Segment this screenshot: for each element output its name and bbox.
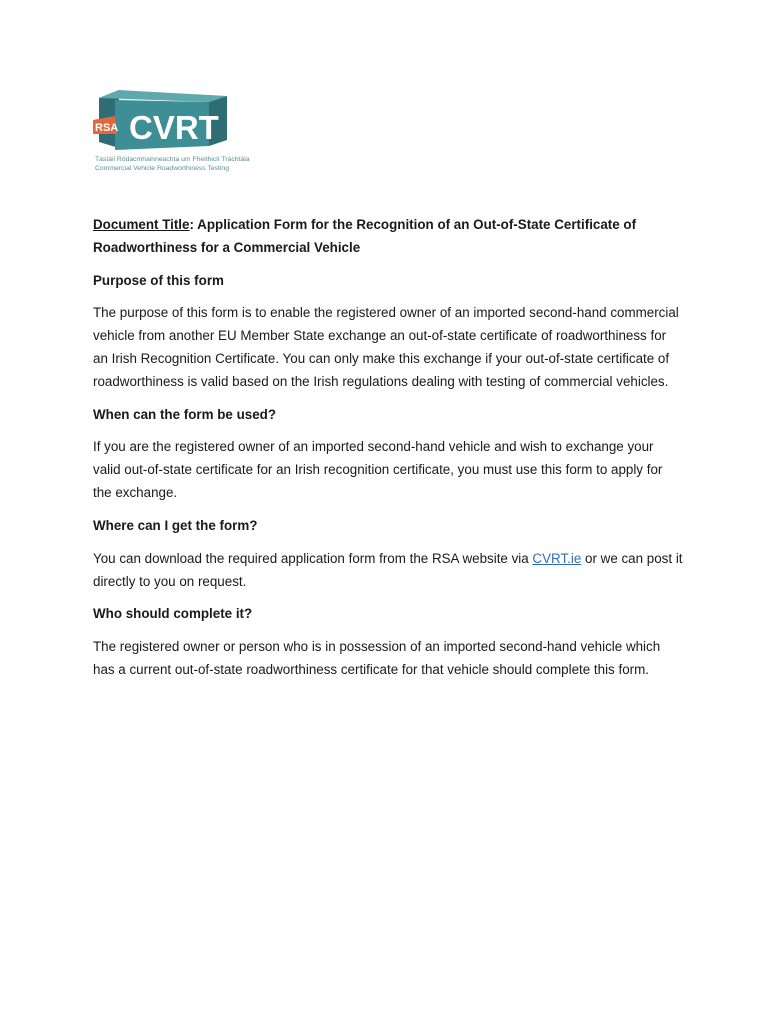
document-title — [93, 213, 683, 259]
cvrt-wordmark: CVRT — [129, 109, 219, 146]
section-body-when: If you are the registered owner of an imported second-hand vehicle and wish to exchange your valid out-of-state certificate for an Irish recognition certificate, you must use this form to apply for the exchange. — [93, 439, 663, 501]
document-title-text: : Application Form for the Recognition of an Out-of-State Certificate of Roadworthiness for a Commercial Vehicle — [93, 217, 637, 255]
where-text-after: or we can post it directly to you on request. — [93, 550, 683, 589]
section-body-where — [93, 547, 683, 593]
document-title-label: Document Title — [93, 217, 190, 232]
cvrt-link[interactable]: CVRT.ie — [532, 550, 582, 566]
logo-english-line: Commercial Vehicle Roadworthiness Testing — [95, 165, 229, 172]
cvrt-logo — [93, 86, 250, 178]
section-body-who: The registered owner or person who is in possession of an imported second-hand vehicle which has a current out-of-state roadworthiness certificate for that vehicle should complete this form. — [93, 638, 661, 677]
section-heading-when: When can the form be used? — [93, 406, 277, 422]
section-heading-where: Where can I get the form? — [93, 517, 258, 533]
section-heading-who: Who should complete it? — [93, 606, 253, 622]
cvrt-logo-graphic — [93, 86, 250, 178]
logo-irish-line: Tástáil Ródacmhainneachta um Fheithiclí Tráchtála — [95, 156, 250, 163]
section-body-purpose: The purpose of this form is to enable the registered owner of an imported second-hand commercial vehicle from another EU Member State exchange an out-of-state certificate of roadworthiness for an Irish Recognition Certificate. You can only make this exchange if your out-of-state certificate of roadworthiness is valid based on the Irish regulations dealing with testing of commercial vehicles. — [93, 305, 679, 390]
document-body — [93, 213, 683, 690]
where-text-before: You can download the required application form from the RSA website via — [93, 550, 533, 566]
section-heading-purpose: Purpose of this form — [93, 272, 224, 288]
rsa-tag-text: RSA — [95, 122, 119, 134]
